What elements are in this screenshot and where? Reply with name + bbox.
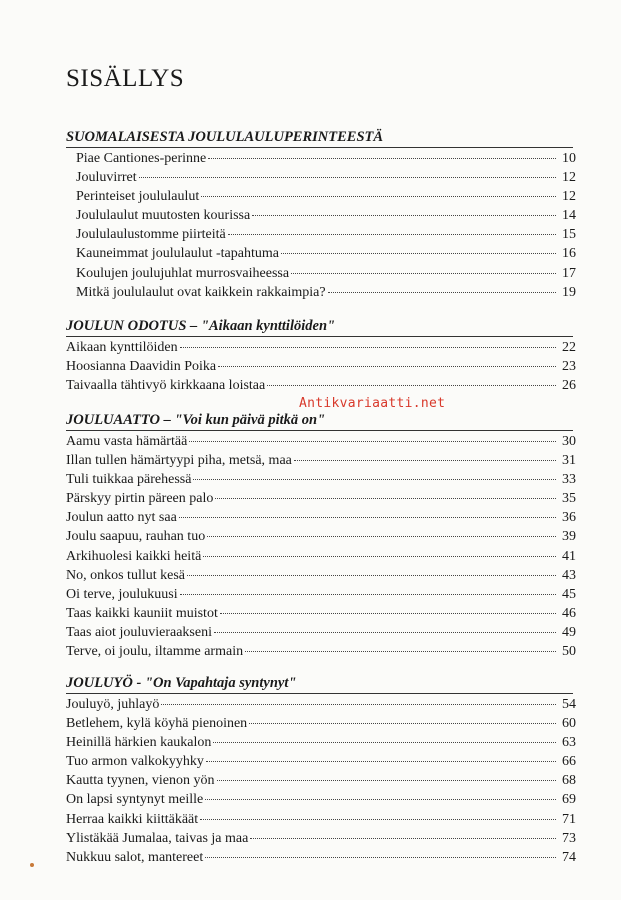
dot-leader	[250, 838, 556, 839]
toc-entry-title: Arkihuolesi kaikki heitä	[66, 548, 202, 564]
section-heading-main: SUOMALAISESTA JOULULAULUPERINTEESTÄ	[66, 129, 384, 145]
toc-entry-page: 41	[562, 548, 576, 564]
toc-entry	[66, 489, 576, 508]
toc-entry-page: 12	[562, 189, 576, 205]
toc-entry-page: 45	[562, 586, 576, 602]
dot-leader	[249, 723, 556, 724]
section-heading-main: JOULUYÖ -	[66, 675, 145, 691]
toc-entry	[66, 338, 576, 357]
toc-entry	[66, 149, 576, 168]
toc-entry	[66, 357, 576, 376]
toc-entry	[66, 604, 576, 623]
dot-leader	[245, 651, 556, 652]
toc-entry	[66, 206, 576, 225]
toc-entry-page: 54	[562, 697, 576, 712]
toc-entry	[66, 714, 576, 733]
toc-entry-title: Terve, oi joulu, iltamme armain	[66, 644, 244, 660]
toc-entry	[66, 244, 576, 263]
toc-entry	[66, 695, 576, 714]
dot-leader	[205, 799, 556, 800]
toc-entry-title: Taivaalla tähtivyö kirkkaana loistaa	[66, 378, 266, 394]
dot-leader	[213, 742, 556, 743]
toc-entry	[66, 829, 576, 848]
toc-entry	[66, 451, 576, 470]
toc-entry	[66, 752, 576, 771]
section-heading-main: JOULUAATTO –	[66, 412, 175, 428]
dot-leader	[180, 347, 556, 348]
toc-section-jouluyo	[66, 673, 576, 867]
toc-entry-page: 14	[562, 208, 576, 224]
dot-leader	[208, 158, 556, 159]
toc-entry-title: Taas aiot jouluvieraakseni	[66, 624, 212, 640]
toc-entry-title: Illan tullen hämärtyypi piha, metsä, maa	[66, 453, 292, 469]
toc-entry	[66, 376, 576, 395]
toc-entry-title: On lapsi syntynyt meille	[66, 792, 204, 808]
dot-leader	[220, 613, 556, 614]
section-heading-subtitle: "Voi kun päivä pitkä on"	[174, 412, 326, 428]
toc-entry-title: Tuo armon valkokyyhky	[66, 754, 204, 770]
dot-leader	[228, 234, 556, 235]
section-heading	[66, 316, 576, 336]
toc-entry-page: 46	[562, 605, 576, 621]
toc-entry-page: 49	[562, 624, 576, 640]
dot-leader	[139, 177, 556, 178]
dot-leader	[291, 273, 556, 274]
toc-entry	[66, 810, 576, 829]
toc-entry-title: Joulun aatto nyt saa	[66, 510, 177, 526]
toc-entry-page: 16	[562, 246, 576, 262]
dot-leader	[215, 498, 556, 499]
toc-entry-page: 31	[562, 453, 576, 469]
section-heading-main: JOULUN ODOTUS –	[66, 318, 201, 334]
toc-entry	[66, 790, 576, 809]
toc-entry	[66, 527, 576, 546]
toc-entry	[66, 848, 576, 867]
toc-entry-title: Joulu saapuu, rauhan tuo	[66, 529, 206, 545]
toc-entry-title: Herraa kaikki kiittäkäät	[66, 811, 199, 827]
toc-entry-title: Tuli tuikkaa pärehessä	[66, 472, 192, 488]
dot-leader	[207, 536, 556, 537]
dot-leader	[267, 385, 556, 386]
toc-entry-title: Kautta tyynen, vienon yön	[66, 773, 215, 789]
toc-entry-title: Aikaan kynttilöiden	[66, 340, 178, 355]
section-divider	[66, 336, 573, 337]
toc-entry	[66, 547, 576, 566]
section-heading	[66, 410, 576, 430]
toc-entry-title: Joululaulut muutosten kourissa	[76, 208, 251, 224]
toc-entry-page: 10	[562, 151, 576, 166]
toc-section-jouluaatto	[66, 410, 576, 661]
toc-entry-title: Jouluyö, juhlayö	[66, 697, 160, 712]
toc-entry-page: 26	[562, 378, 576, 394]
dot-leader	[203, 556, 556, 557]
toc-entry-page: 22	[562, 340, 576, 355]
toc-entry-page: 15	[562, 227, 576, 243]
dot-leader	[189, 441, 556, 442]
toc-entry-page: 71	[562, 811, 576, 827]
toc-entry-page: 63	[562, 735, 576, 751]
dot-leader	[281, 253, 556, 254]
paper-speck	[30, 863, 34, 867]
toc-entry-page: 68	[562, 773, 576, 789]
dot-leader	[252, 215, 556, 216]
toc-entry-page: 43	[562, 567, 576, 583]
toc-entry	[66, 771, 576, 790]
dot-leader	[214, 632, 556, 633]
toc-entry-page: 66	[562, 754, 576, 770]
toc-entry-title: Koulujen joulujuhlat murrosvaiheessa	[76, 265, 290, 281]
dot-leader	[193, 479, 556, 480]
toc-entry-page: 60	[562, 716, 576, 732]
toc-entry	[66, 470, 576, 489]
toc-entry-page: 69	[562, 792, 576, 808]
toc-entry	[66, 283, 576, 302]
toc-entry-title: Aamu vasta hämärtää	[66, 434, 188, 449]
toc-entry	[66, 733, 576, 752]
dot-leader	[180, 594, 556, 595]
toc-entry-title: Piae Cantiones-perinne	[76, 151, 207, 166]
toc-entry	[66, 264, 576, 283]
toc-entry	[66, 187, 576, 206]
toc-entry-title: Nukkuu salot, mantereet	[66, 849, 204, 865]
toc-entry-page: 50	[562, 644, 576, 660]
dot-leader	[328, 292, 556, 293]
toc-entry-title: No, onkos tullut kesä	[66, 567, 185, 583]
toc-entry	[66, 508, 576, 527]
section-divider	[66, 693, 573, 694]
dot-leader	[200, 819, 556, 820]
toc-entry-title: Jouluvirret	[76, 170, 137, 186]
toc-entry-title: Betlehem, kylä köyhä pienoinen	[66, 716, 248, 732]
toc-entry-page: 35	[562, 491, 576, 507]
toc-entry-title: Kauneimmat joululaulut -tapahtuma	[76, 246, 279, 262]
toc-entry-title: Perinteiset joululaulut	[76, 189, 200, 205]
toc-entry-title: Ylistäkää Jumalaa, taivas ja maa	[66, 830, 249, 846]
toc-entry-page: 39	[562, 529, 576, 545]
toc-entry-page: 23	[562, 359, 576, 375]
watermark-text: Antikvariaatti.net	[299, 396, 446, 411]
toc-entry-page: 74	[562, 849, 576, 865]
toc-entry	[66, 623, 576, 642]
toc-entry-title: Heinillä härkien kaukalon	[66, 735, 212, 751]
toc-entry-title: Hoosianna Daavidin Poika	[66, 359, 217, 375]
section-heading-subtitle: "Aikaan kynttilöiden"	[200, 318, 336, 334]
toc-entry	[66, 566, 576, 585]
toc-section-suomalaisesta	[66, 127, 576, 302]
dot-leader	[294, 460, 556, 461]
toc-entry-page: 33	[562, 472, 576, 488]
toc-entry-title: Pärskyy pirtin päreen palo	[66, 491, 214, 507]
toc-entry-title: Oi terve, joulukuusi	[66, 586, 178, 602]
toc-entry-page: 12	[562, 170, 576, 186]
toc-entry	[66, 585, 576, 604]
toc-section-joulun-odotus	[66, 316, 576, 395]
toc-entry	[66, 168, 576, 187]
dot-leader	[179, 517, 556, 518]
toc-entry-page: 30	[562, 434, 576, 449]
toc-entry-title: Mitkä joululaulut ovat kaikkein rakkaimpia?	[76, 284, 326, 300]
toc-entry-page: 17	[562, 265, 576, 281]
page-title: SISÄLLYS	[66, 65, 185, 92]
section-heading-subtitle: "On Vapahtaja syntynyt"	[144, 675, 297, 691]
dot-leader	[205, 857, 556, 858]
section-heading	[66, 673, 576, 693]
toc-entry-page: 19	[562, 284, 576, 300]
toc-entry	[66, 432, 576, 451]
toc-entry	[66, 642, 576, 661]
toc-entry-page: 36	[562, 510, 576, 526]
toc-entry-title: Joululaulustomme piirteitä	[76, 227, 226, 243]
dot-leader	[206, 761, 556, 762]
toc-entry-page: 73	[562, 830, 576, 846]
dot-leader	[201, 196, 556, 197]
toc-entry-title: Taas kaikki kauniit muistot	[66, 605, 218, 621]
dot-leader	[217, 780, 556, 781]
section-divider	[66, 147, 573, 148]
dot-leader	[187, 575, 556, 576]
dot-leader	[161, 704, 556, 705]
toc-entry	[66, 225, 576, 244]
dot-leader	[218, 366, 556, 367]
section-heading	[66, 127, 576, 147]
section-divider	[66, 430, 573, 431]
